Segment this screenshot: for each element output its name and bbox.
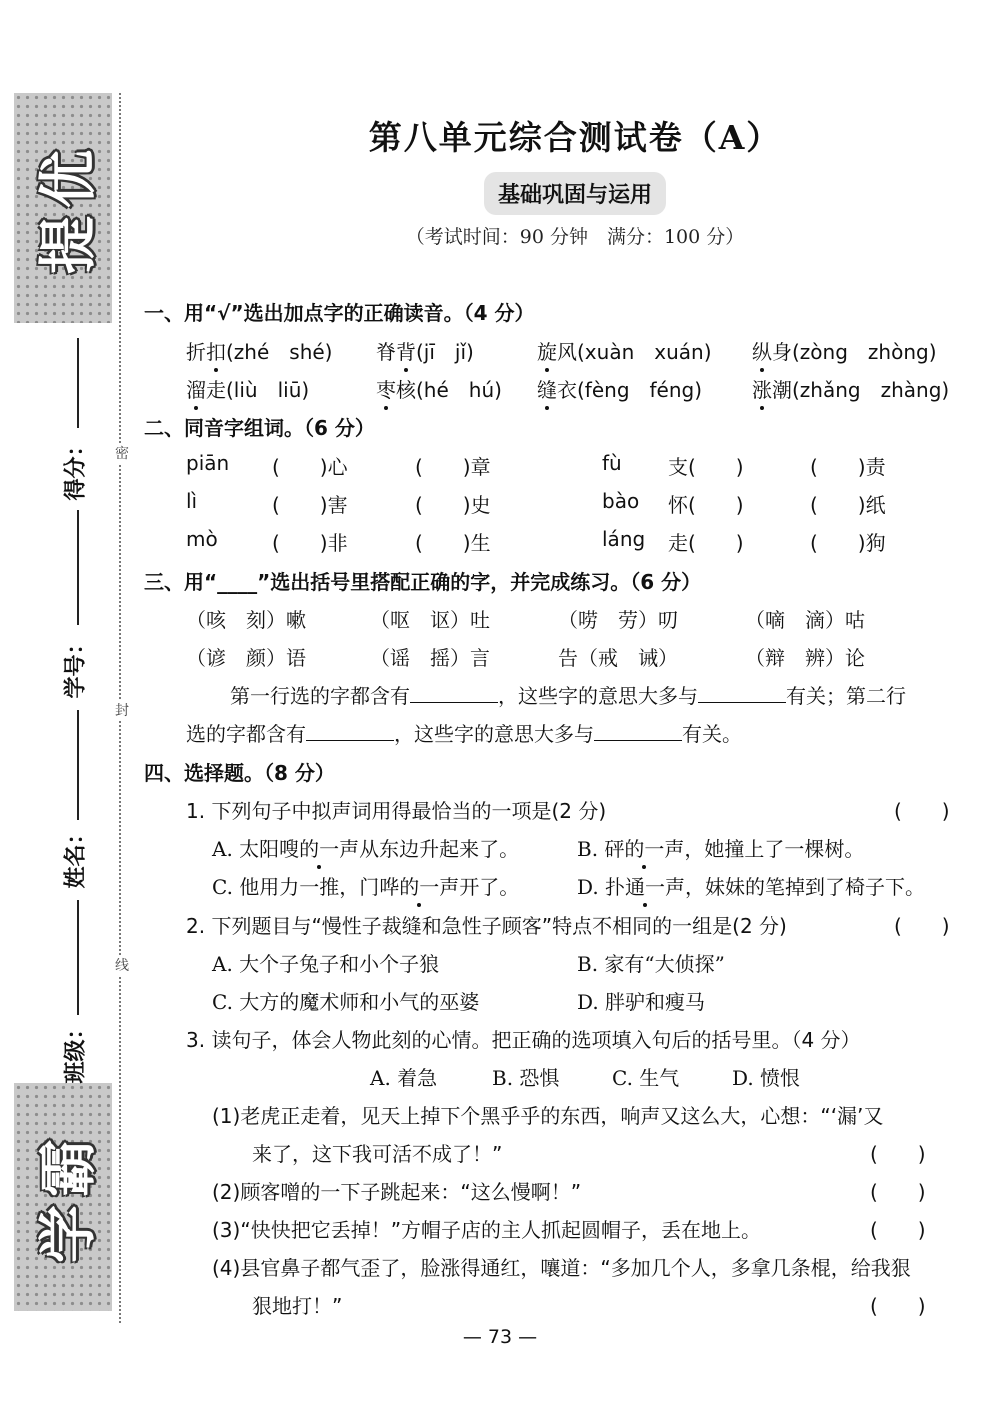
- q2-heading: 二、同音字组词。（6 分）: [144, 416, 375, 440]
- q3-blank-1[interactable]: [410, 684, 498, 703]
- q2-blank[interactable]: ( )章: [415, 455, 491, 479]
- q2-blank[interactable]: ( )心: [272, 455, 348, 479]
- page-number: — 73 —: [462, 1326, 538, 1348]
- q2-pinyin: bào: [602, 489, 640, 513]
- q4-1-option-a[interactable]: A. 太阳嗖的一声从东边升起来了。: [212, 833, 519, 862]
- brand-text-top: 提优: [34, 141, 103, 275]
- number-label: 学号：: [63, 631, 89, 699]
- q1-item: 涨潮(zhǎng zhàng): [752, 374, 949, 403]
- brand-logo-top: [14, 93, 112, 323]
- answer-paren[interactable]: ( ): [894, 914, 950, 938]
- q2-blank[interactable]: ( )狗: [810, 531, 886, 555]
- q1-item: 枣核(hé hú): [376, 374, 502, 403]
- q4-1-option-c[interactable]: C. 他用力一推，门哗的一声开了。: [212, 871, 519, 900]
- q4-3-option: D. 愤恨: [732, 1066, 801, 1090]
- answer-paren[interactable]: ( ): [870, 1218, 926, 1242]
- page-title: 第八单元综合测试卷（A）: [368, 118, 782, 157]
- name-line: [77, 710, 79, 820]
- q3-blank-4[interactable]: [594, 722, 682, 741]
- q4-3-item-1-cont: 来了，这下我可活不成了！”: [252, 1142, 503, 1166]
- q2-blank[interactable]: 怀( ): [668, 493, 744, 517]
- q2-blank[interactable]: ( )害: [272, 493, 348, 517]
- score-line: [77, 338, 79, 428]
- q3-paragraph-line2: 选的字都含有 ，这些字的意思大多与 有关。: [186, 722, 742, 746]
- q1-item: 折扣(zhé shé): [186, 336, 332, 365]
- q2-blank[interactable]: ( )纸: [810, 493, 886, 517]
- q3-blank-3[interactable]: [306, 722, 394, 741]
- q1-item: 缝衣(fèng féng): [537, 374, 702, 403]
- answer-paren[interactable]: ( ): [870, 1142, 926, 1166]
- q2-blank[interactable]: 走( ): [668, 531, 744, 555]
- q4-2-option-d[interactable]: D. 胖驴和瘦马: [577, 990, 706, 1014]
- q3-choice[interactable]: （谚 颜）语: [186, 646, 306, 670]
- q3-choice[interactable]: （唠 劳）叨: [558, 608, 678, 632]
- q4-3-option: B. 恐惧: [492, 1066, 560, 1090]
- number-line: [77, 510, 79, 625]
- q3-choice[interactable]: （咳 刻）嗽: [186, 608, 306, 632]
- q1-item: 旋风(xuàn xuán): [537, 336, 712, 365]
- q3-paragraph-line1: 第一行选的字都含有 ，这些字的意思大多与 有关；第二行: [230, 684, 906, 708]
- q2-blank[interactable]: ( )非: [272, 531, 348, 555]
- brand-logo-bottom: [14, 1083, 112, 1311]
- score-label: 得分：: [63, 433, 89, 501]
- section-badge: 基础巩固与运用: [484, 172, 666, 215]
- q2-pinyin: mò: [186, 527, 218, 551]
- q2-pinyin: fù: [602, 451, 622, 475]
- q3-choice[interactable]: （辩 辨）论: [745, 646, 865, 670]
- q4-2-option-b[interactable]: B. 家有“大侦探”: [577, 952, 725, 976]
- class-line: [77, 900, 79, 1015]
- q4-1-option-b[interactable]: B. 砰的一声，她撞上了一棵树。: [577, 833, 864, 862]
- q4-3-item-1: (1)老虎正走着，见天上掉下个黑乎乎的东西，响声又这么大，心想：“‘漏’又: [212, 1104, 884, 1128]
- q3-choice[interactable]: （谣 摇）言: [370, 646, 490, 670]
- q4-1-option-d[interactable]: D. 扑通一声，妹妹的笔掉到了椅子下。: [577, 871, 925, 900]
- seal-char-xian: 线: [112, 955, 132, 975]
- seal-char-feng: 封: [112, 700, 132, 720]
- q4-3-option: C. 生气: [612, 1066, 680, 1090]
- q2-pinyin: láng: [602, 527, 646, 551]
- q4-3-option: A. 着急: [370, 1066, 438, 1090]
- q3-heading: 三、用“____”选出括号里搭配正确的字，并完成练习。（6 分）: [144, 570, 702, 594]
- q2-blank[interactable]: 支( ): [668, 455, 744, 479]
- exam-info: （考试时间：90 分钟 满分：100 分）: [405, 226, 745, 248]
- q4-2-option-c[interactable]: C. 大方的魔术师和小气的巫婆: [212, 990, 480, 1014]
- brand-text-bottom: 学霸: [34, 1130, 103, 1264]
- q4-2-option-a[interactable]: A. 大个子兔子和小个子狼: [212, 952, 440, 976]
- q4-3-item-4-cont: 狠地打！”: [252, 1294, 343, 1318]
- q4-3-item-4: (4)县官鼻子都气歪了，脸涨得通红，嚷道：“多加几个人，多拿几条棍，给我狠: [212, 1256, 911, 1280]
- q4-heading: 四、选择题。（8 分）: [144, 761, 335, 785]
- q2-pinyin: lì: [186, 489, 198, 513]
- q4-2-stem: 2. 下列题目与“慢性子裁缝和急性子顾客”特点不相同的一组是(2 分): [186, 914, 787, 938]
- answer-paren[interactable]: ( ): [894, 799, 950, 823]
- q4-1-stem: 1. 下列句子中拟声词用得最恰当的一项是(2 分): [186, 799, 607, 823]
- q4-3-item-3: (3)“快快把它丢掉！”方帽子店的主人抓起圆帽子，丢在地上。: [212, 1218, 762, 1242]
- class-label: 班级：: [63, 1016, 89, 1084]
- q1-item: 纵身(zòng zhòng): [752, 336, 937, 365]
- name-label: 姓名：: [63, 821, 89, 889]
- q4-3-stem: 3. 读句子，体会人物此刻的心情。把正确的选项填入句后的括号里。（4 分）: [186, 1028, 861, 1052]
- q3-choice[interactable]: 告（戒 诫）: [558, 646, 678, 670]
- seal-char-mi: 密: [112, 443, 132, 463]
- q4-3-item-2: (2)顾客噌的一下子跳起来：“这么慢啊！”: [212, 1180, 582, 1204]
- q1-heading: 一、用“√”选出加点字的正确读音。（4 分）: [144, 301, 535, 325]
- q2-blank[interactable]: ( )史: [415, 493, 491, 517]
- q2-blank[interactable]: ( )生: [415, 531, 491, 555]
- q3-choice[interactable]: （呕 讴）吐: [370, 608, 490, 632]
- q3-blank-2[interactable]: [698, 684, 786, 703]
- answer-paren[interactable]: ( ): [870, 1294, 926, 1318]
- answer-paren[interactable]: ( ): [870, 1180, 926, 1204]
- q3-choice[interactable]: （嘀 滴）咕: [745, 608, 865, 632]
- q2-pinyin: piān: [186, 451, 230, 475]
- q1-item: 溜走(liù liū): [186, 374, 309, 403]
- q1-item: 脊背(jī jǐ): [376, 336, 474, 365]
- q2-blank[interactable]: ( )责: [810, 455, 886, 479]
